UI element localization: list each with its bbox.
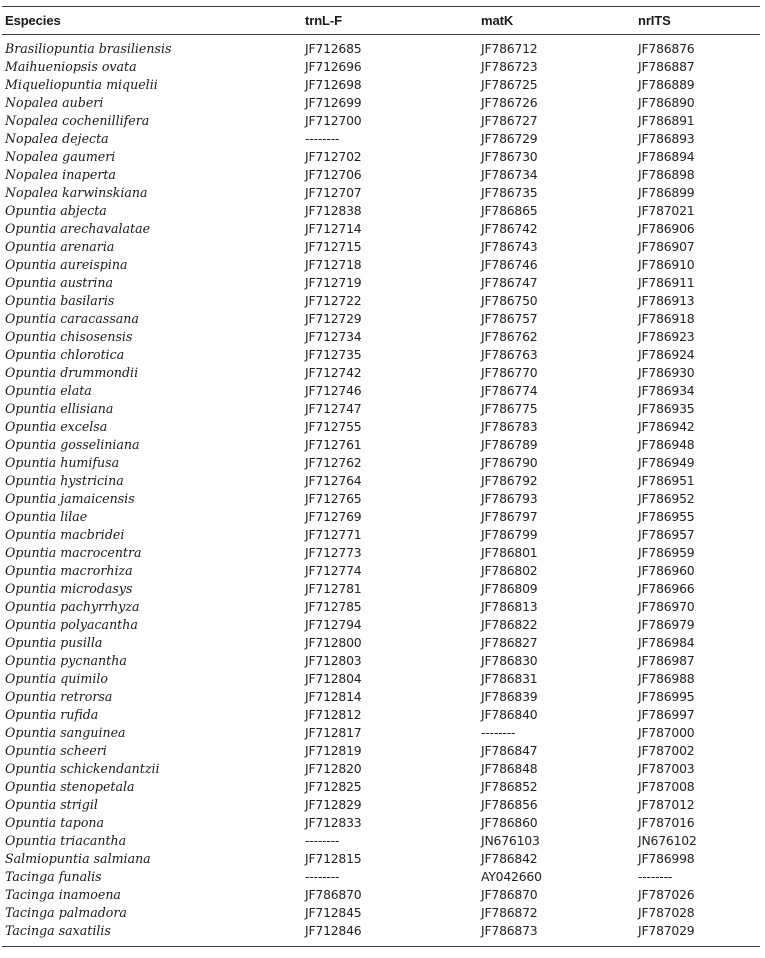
nrits-cell: JF786906 xyxy=(638,220,695,236)
matk-cell: JF786860 xyxy=(481,814,538,830)
matk-cell: JF786809 xyxy=(481,580,538,596)
nrits-cell: JF786930 xyxy=(638,364,695,380)
table-row xyxy=(2,309,760,327)
nrits-cell: JF786907 xyxy=(638,238,695,254)
species-cell: Opuntia hystricina xyxy=(5,472,124,488)
matk-cell: JF786865 xyxy=(481,202,538,218)
matk-cell: JF786870 xyxy=(481,886,538,902)
matk-cell: JF786735 xyxy=(481,184,538,200)
matk-cell: JF786873 xyxy=(481,922,538,938)
matk-cell: JF786746 xyxy=(481,256,538,272)
matk-cell: JF786831 xyxy=(481,670,538,686)
trnlf-cell: -------- xyxy=(305,832,340,848)
table-row xyxy=(2,741,760,759)
header-matk: matK xyxy=(481,13,514,28)
species-cell: Opuntia pusilla xyxy=(5,634,103,650)
matk-cell: JF786726 xyxy=(481,94,538,110)
table-row xyxy=(2,921,760,939)
trnlf-cell: JF712815 xyxy=(305,850,362,866)
trnlf-cell: JF712706 xyxy=(305,166,362,182)
nrits-cell: JF786957 xyxy=(638,526,695,542)
trnlf-cell: JF712794 xyxy=(305,616,362,632)
table-row xyxy=(2,507,760,525)
trnlf-cell: JF712707 xyxy=(305,184,362,200)
nrits-cell: JF786891 xyxy=(638,112,695,128)
nrits-cell: JF786970 xyxy=(638,598,695,614)
matk-cell: JF786793 xyxy=(481,490,538,506)
matk-cell: JF786750 xyxy=(481,292,538,308)
species-cell: Nopalea gaumeri xyxy=(5,148,116,164)
table-row xyxy=(2,435,760,453)
species-cell: Opuntia rufida xyxy=(5,706,99,722)
table-row xyxy=(2,489,760,507)
nrits-cell: JF786899 xyxy=(638,184,695,200)
trnlf-cell: JF712715 xyxy=(305,238,362,254)
matk-cell: JF786797 xyxy=(481,508,538,524)
trnlf-cell: -------- xyxy=(305,130,340,146)
matk-cell: JF786852 xyxy=(481,778,538,794)
table-row xyxy=(2,777,760,795)
nrits-cell: JF786890 xyxy=(638,94,695,110)
trnlf-cell: JF712742 xyxy=(305,364,362,380)
table-row xyxy=(2,705,760,723)
species-cell: Opuntia strigil xyxy=(5,796,98,812)
trnlf-cell: JF712696 xyxy=(305,58,362,74)
matk-cell: JF786830 xyxy=(481,652,538,668)
table-row xyxy=(2,543,760,561)
trnlf-cell: JF712699 xyxy=(305,94,362,110)
species-cell: Tacinga saxatilis xyxy=(5,922,111,938)
species-cell: Nopalea auberi xyxy=(5,94,104,110)
species-cell: Opuntia jamaicensis xyxy=(5,490,135,506)
header-trnlf: trnL-F xyxy=(305,13,342,28)
species-cell: Tacinga inamoena xyxy=(5,886,121,902)
table-row xyxy=(2,795,760,813)
table-row xyxy=(2,183,760,201)
table-row xyxy=(2,291,760,309)
nrits-cell: JF786876 xyxy=(638,40,695,56)
trnlf-cell: JF786870 xyxy=(305,886,362,902)
matk-cell: JF786775 xyxy=(481,400,538,416)
matk-cell: JF786872 xyxy=(481,904,538,920)
nrits-cell: JF786898 xyxy=(638,166,695,182)
nrits-cell: JF786966 xyxy=(638,580,695,596)
matk-cell: JF786842 xyxy=(481,850,538,866)
matk-cell: JF786799 xyxy=(481,526,538,542)
matk-cell: AY042660 xyxy=(481,868,542,884)
species-cell: Opuntia abjecta xyxy=(5,202,107,218)
table-row xyxy=(2,363,760,381)
species-cell: Opuntia schickendantzii xyxy=(5,760,160,776)
nrits-cell: -------- xyxy=(638,868,673,884)
matk-cell: JF786743 xyxy=(481,238,538,254)
matk-cell: JF786730 xyxy=(481,148,538,164)
trnlf-cell: JF712781 xyxy=(305,580,362,596)
nrits-cell: JF787008 xyxy=(638,778,695,794)
matk-cell: JF786783 xyxy=(481,418,538,434)
table-row xyxy=(2,831,760,849)
species-cell: Nopalea cochenillifera xyxy=(5,112,150,128)
species-cell: Nopalea karwinskiana xyxy=(5,184,148,200)
species-cell: Salmiopuntia salmiana xyxy=(5,850,151,866)
trnlf-cell: JF712762 xyxy=(305,454,362,470)
trnlf-cell: JF712817 xyxy=(305,724,362,740)
trnlf-cell: JF712812 xyxy=(305,706,362,722)
table-row xyxy=(2,471,760,489)
species-cell: Opuntia stenopetala xyxy=(5,778,135,794)
table-header xyxy=(2,7,760,34)
nrits-cell: JF786935 xyxy=(638,400,695,416)
header-nrits: nrITS xyxy=(638,13,671,28)
matk-cell: JF786763 xyxy=(481,346,538,362)
matk-cell: JF786727 xyxy=(481,112,538,128)
table-row xyxy=(2,273,760,291)
trnlf-cell: JF712722 xyxy=(305,292,362,308)
matk-cell: -------- xyxy=(481,724,516,740)
table-row xyxy=(2,399,760,417)
species-cell: Opuntia arenaria xyxy=(5,238,115,254)
trnlf-cell: JF712820 xyxy=(305,760,362,776)
nrits-cell: JF786911 xyxy=(638,274,695,290)
table-bottom-rule xyxy=(2,946,760,947)
matk-cell: JF786762 xyxy=(481,328,538,344)
trnlf-cell: JF712719 xyxy=(305,274,362,290)
species-cell: Tacinga palmadora xyxy=(5,904,127,920)
nrits-cell: JF786923 xyxy=(638,328,695,344)
nrits-cell: JF786997 xyxy=(638,706,695,722)
nrits-cell: JF787016 xyxy=(638,814,695,830)
nrits-cell: JF786887 xyxy=(638,58,695,74)
species-cell: Opuntia triacantha xyxy=(5,832,127,848)
nrits-cell: JF786987 xyxy=(638,652,695,668)
matk-cell: JF786848 xyxy=(481,760,538,776)
trnlf-cell: JF712734 xyxy=(305,328,362,344)
nrits-cell: JF786998 xyxy=(638,850,695,866)
species-cell: Opuntia elata xyxy=(5,382,92,398)
nrits-cell: JF786934 xyxy=(638,382,695,398)
nrits-cell: JF786893 xyxy=(638,130,695,146)
nrits-cell: JF786984 xyxy=(638,634,695,650)
trnlf-cell: JF712846 xyxy=(305,922,362,938)
trnlf-cell: JF712729 xyxy=(305,310,362,326)
species-cell: Opuntia retrorsa xyxy=(5,688,113,704)
table-row xyxy=(2,813,760,831)
table-row xyxy=(2,129,760,147)
trnlf-cell: JF712685 xyxy=(305,40,362,56)
trnlf-cell: JF712800 xyxy=(305,634,362,650)
table-row xyxy=(2,615,760,633)
trnlf-cell: JF712814 xyxy=(305,688,362,704)
table-row xyxy=(2,597,760,615)
nrits-cell: JF787012 xyxy=(638,796,695,812)
matk-cell: JF786827 xyxy=(481,634,538,650)
species-cell: Brasiliopuntia brasiliensis xyxy=(5,40,172,56)
accession-table xyxy=(2,6,760,947)
matk-cell: JF786712 xyxy=(481,40,538,56)
trnlf-cell: JF712774 xyxy=(305,562,362,578)
species-cell: Opuntia humifusa xyxy=(5,454,120,470)
species-cell: Maihueniopsis ovata xyxy=(5,58,137,74)
matk-cell: JF786774 xyxy=(481,382,538,398)
table-row xyxy=(2,417,760,435)
nrits-cell: JF787026 xyxy=(638,886,695,902)
table-row xyxy=(2,525,760,543)
trnlf-cell: JF712773 xyxy=(305,544,362,560)
nrits-cell: JF786894 xyxy=(638,148,695,164)
trnlf-cell: JF712804 xyxy=(305,670,362,686)
table-row xyxy=(2,885,760,903)
table-row xyxy=(2,345,760,363)
matk-cell: JF786757 xyxy=(481,310,538,326)
table-row xyxy=(2,669,760,687)
trnlf-cell: JF712761 xyxy=(305,436,362,452)
matk-cell: JF786847 xyxy=(481,742,538,758)
species-cell: Opuntia aureispina xyxy=(5,256,128,272)
nrits-cell: JF787003 xyxy=(638,760,695,776)
nrits-cell: JF786942 xyxy=(638,418,695,434)
trnlf-cell: JF712833 xyxy=(305,814,362,830)
table-row xyxy=(2,75,760,93)
trnlf-cell: JF712825 xyxy=(305,778,362,794)
trnlf-cell: JF712747 xyxy=(305,400,362,416)
nrits-cell: JF786951 xyxy=(638,472,695,488)
nrits-cell: JF786955 xyxy=(638,508,695,524)
species-cell: Nopalea dejecta xyxy=(5,130,109,146)
nrits-cell: JF786960 xyxy=(638,562,695,578)
species-cell: Opuntia sanguinea xyxy=(5,724,126,740)
species-cell: Opuntia macrocentra xyxy=(5,544,142,560)
species-cell: Opuntia quimilo xyxy=(5,670,108,686)
table-row xyxy=(2,147,760,165)
trnlf-cell: JF712764 xyxy=(305,472,362,488)
species-cell: Opuntia pachyrrhyza xyxy=(5,598,140,614)
trnlf-cell: JF712746 xyxy=(305,382,362,398)
table-row xyxy=(2,633,760,651)
nrits-cell: JF786988 xyxy=(638,670,695,686)
table-row xyxy=(2,849,760,867)
table-row xyxy=(2,237,760,255)
table-row xyxy=(2,723,760,741)
matk-cell: JF786840 xyxy=(481,706,538,722)
species-cell: Opuntia gosseliniana xyxy=(5,436,140,452)
species-cell: Tacinga funalis xyxy=(5,868,102,884)
trnlf-cell: JF712838 xyxy=(305,202,362,218)
table-row xyxy=(2,561,760,579)
species-cell: Nopalea inaperta xyxy=(5,166,116,182)
species-cell: Opuntia caracassana xyxy=(5,310,139,326)
trnlf-cell: JF712714 xyxy=(305,220,362,236)
trnlf-cell: JF712765 xyxy=(305,490,362,506)
species-cell: Opuntia drummondii xyxy=(5,364,139,380)
trnlf-cell: -------- xyxy=(305,868,340,884)
nrits-cell: JN676102 xyxy=(638,832,697,848)
species-cell: Opuntia basilaris xyxy=(5,292,115,308)
trnlf-cell: JF712735 xyxy=(305,346,362,362)
nrits-cell: JF786952 xyxy=(638,490,695,506)
matk-cell: JF786801 xyxy=(481,544,538,560)
matk-cell: JF786734 xyxy=(481,166,538,182)
table-row xyxy=(2,687,760,705)
nrits-cell: JF786995 xyxy=(638,688,695,704)
nrits-cell: JF786948 xyxy=(638,436,695,452)
matk-cell: JF786742 xyxy=(481,220,538,236)
species-cell: Opuntia ellisiana xyxy=(5,400,114,416)
matk-cell: JF786770 xyxy=(481,364,538,380)
species-cell: Opuntia macbridei xyxy=(5,526,125,542)
species-cell: Opuntia lilae xyxy=(5,508,88,524)
matk-cell: JF786729 xyxy=(481,130,538,146)
matk-cell: JF786725 xyxy=(481,76,538,92)
trnlf-cell: JF712700 xyxy=(305,112,362,128)
nrits-cell: JF786889 xyxy=(638,76,695,92)
species-cell: Opuntia chlorotica xyxy=(5,346,125,362)
nrits-cell: JF787002 xyxy=(638,742,695,758)
table-row xyxy=(2,165,760,183)
matk-cell: JF786856 xyxy=(481,796,538,812)
table-row xyxy=(2,255,760,273)
table-row xyxy=(2,903,760,921)
trnlf-cell: JF712698 xyxy=(305,76,362,92)
table-row xyxy=(2,327,760,345)
species-cell: Opuntia chisosensis xyxy=(5,328,133,344)
species-cell: Miqueliopuntia miquelii xyxy=(5,76,158,92)
trnlf-cell: JF712771 xyxy=(305,526,362,542)
table-row xyxy=(2,579,760,597)
nrits-cell: JF786979 xyxy=(638,616,695,632)
trnlf-cell: JF712829 xyxy=(305,796,362,812)
trnlf-cell: JF712785 xyxy=(305,598,362,614)
table-row xyxy=(2,759,760,777)
species-cell: Opuntia polyacantha xyxy=(5,616,138,632)
nrits-cell: JF786959 xyxy=(638,544,695,560)
table-body xyxy=(2,35,760,939)
matk-cell: JF786789 xyxy=(481,436,538,452)
trnlf-cell: JF712718 xyxy=(305,256,362,272)
species-cell: Opuntia microdasys xyxy=(5,580,133,596)
nrits-cell: JF786924 xyxy=(638,346,695,362)
table-row xyxy=(2,39,760,57)
matk-cell: JF786822 xyxy=(481,616,538,632)
trnlf-cell: JF712845 xyxy=(305,904,362,920)
nrits-cell: JF786910 xyxy=(638,256,695,272)
table-row xyxy=(2,93,760,111)
nrits-cell: JF786918 xyxy=(638,310,695,326)
nrits-cell: JF786949 xyxy=(638,454,695,470)
nrits-cell: JF787028 xyxy=(638,904,695,920)
matk-cell: JF786747 xyxy=(481,274,538,290)
trnlf-cell: JF712702 xyxy=(305,148,362,164)
table-row xyxy=(2,111,760,129)
species-cell: Opuntia arechavalatae xyxy=(5,220,151,236)
nrits-cell: JF786913 xyxy=(638,292,695,308)
table-row xyxy=(2,57,760,75)
trnlf-cell: JF712819 xyxy=(305,742,362,758)
trnlf-cell: JF712769 xyxy=(305,508,362,524)
trnlf-cell: JF712803 xyxy=(305,652,362,668)
nrits-cell: JF787000 xyxy=(638,724,695,740)
trnlf-cell: JF712755 xyxy=(305,418,362,434)
table-row xyxy=(2,381,760,399)
matk-cell: JF786813 xyxy=(481,598,538,614)
matk-cell: JF786839 xyxy=(481,688,538,704)
matk-cell: JF786792 xyxy=(481,472,538,488)
species-cell: Opuntia excelsa xyxy=(5,418,108,434)
matk-cell: JF786802 xyxy=(481,562,538,578)
species-cell: Opuntia pycnantha xyxy=(5,652,127,668)
table-row xyxy=(2,201,760,219)
header-species: Especies xyxy=(5,13,61,28)
table-row xyxy=(2,453,760,471)
nrits-cell: JF787029 xyxy=(638,922,695,938)
matk-cell: JF786723 xyxy=(481,58,538,74)
matk-cell: JN676103 xyxy=(481,832,540,848)
nrits-cell: JF787021 xyxy=(638,202,695,218)
species-cell: Opuntia macrorhiza xyxy=(5,562,133,578)
matk-cell: JF786790 xyxy=(481,454,538,470)
table-row xyxy=(2,867,760,885)
species-cell: Opuntia scheeri xyxy=(5,742,107,758)
table-row xyxy=(2,651,760,669)
species-cell: Opuntia tapona xyxy=(5,814,105,830)
species-cell: Opuntia austrina xyxy=(5,274,114,290)
table-row xyxy=(2,219,760,237)
